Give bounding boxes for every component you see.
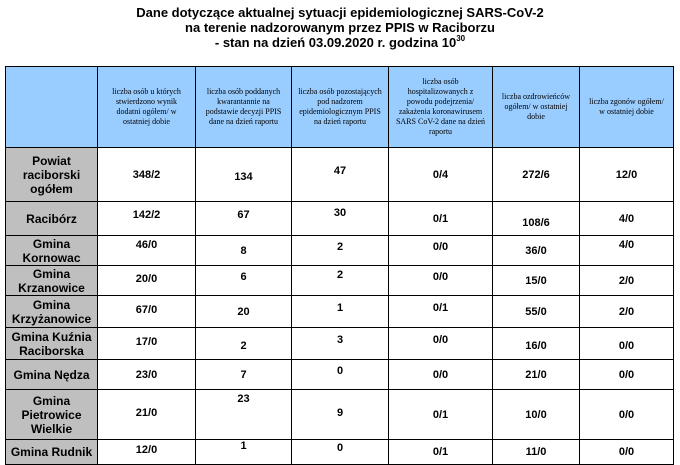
value-text: 272/6 <box>522 168 550 181</box>
value-cell <box>98 148 196 202</box>
value-cell <box>292 440 389 465</box>
value-text: 134 <box>234 170 253 183</box>
value-text: 21/0 <box>135 406 158 419</box>
value-text: 7 <box>240 368 247 381</box>
value-cell <box>196 236 292 266</box>
value-cell <box>196 360 292 390</box>
value-cell <box>580 148 674 202</box>
value-cell <box>493 440 580 465</box>
value-text: 6 <box>240 270 247 283</box>
value-text: 142/2 <box>132 208 161 221</box>
value-text: 2 <box>336 268 344 281</box>
value-cell <box>196 202 292 236</box>
value-cell <box>98 440 196 465</box>
value-text: 11/0 <box>525 446 547 458</box>
value-cell <box>493 390 580 440</box>
value-cell <box>389 328 493 360</box>
row-label: Gmina Nędza <box>6 360 98 390</box>
value-cell <box>292 296 389 328</box>
value-text: 2 <box>240 339 247 352</box>
value-text: 12/0 <box>615 168 638 181</box>
covid-stats-table <box>5 66 674 465</box>
value-text: 0/0 <box>618 339 635 352</box>
value-cell <box>580 266 674 296</box>
column-header-1: liczba osób u których stwierdzono wynik dodatni ogółem/ w ostatniej dobie <box>98 67 196 148</box>
value-cell <box>389 296 493 328</box>
value-text: 10/0 <box>525 408 547 421</box>
table-header-row <box>6 67 674 148</box>
title-hour-superscript: 30 <box>456 34 466 43</box>
column-header-3: liczba osób pozostających pod nadzorem epidemiologicznym PPIS na dzień raportu <box>292 67 389 148</box>
value-cell <box>580 236 674 266</box>
value-cell <box>389 266 493 296</box>
value-text: 23/0 <box>135 368 158 381</box>
value-text: 108/6 <box>522 216 550 229</box>
value-cell <box>292 236 389 266</box>
value-text: 17/0 <box>135 335 158 348</box>
value-cell <box>292 390 389 440</box>
value-text: 21/0 <box>525 368 547 381</box>
title-line-3 <box>0 35 680 50</box>
value-cell <box>580 202 674 236</box>
value-cell <box>98 266 196 296</box>
table-row <box>6 296 674 328</box>
table-row <box>6 236 674 266</box>
value-cell <box>98 296 196 328</box>
value-cell <box>98 328 196 360</box>
value-text: 1 <box>240 440 247 452</box>
value-text: 0/0 <box>432 368 449 381</box>
value-cell <box>580 360 674 390</box>
value-text: 3 <box>336 333 344 346</box>
value-text: 0/1 <box>432 301 449 314</box>
value-cell <box>196 148 292 202</box>
value-text: 0/0 <box>618 408 635 421</box>
value-text: 9 <box>336 406 344 419</box>
column-header-6: liczba zgonów ogółem/ w ostatniej dobie <box>580 67 674 148</box>
value-cell <box>493 360 580 390</box>
value-text: 55/0 <box>525 305 547 318</box>
value-text: 2 <box>336 240 344 253</box>
value-text: 15/0 <box>525 274 547 287</box>
value-cell <box>389 202 493 236</box>
value-text: 1 <box>336 301 344 314</box>
value-cell <box>493 236 580 266</box>
value-text: 0/0 <box>432 240 449 253</box>
table-row <box>6 440 674 465</box>
value-cell <box>580 390 674 440</box>
value-cell <box>196 266 292 296</box>
value-text: 0/0 <box>618 368 635 381</box>
value-cell <box>493 202 580 236</box>
value-text: 0/0 <box>618 446 635 458</box>
column-header-4: liczba osób hospitalizowanych z powodu podejrzenia/ zakażenia koronawirusem SARS CoV-2 dane na dzień raportu <box>389 67 493 148</box>
value-cell <box>389 148 493 202</box>
table-row <box>6 266 674 296</box>
value-cell <box>493 328 580 360</box>
title-line-2: na terenie nadzorowanym przez PPIS w Raciborzu <box>185 20 495 35</box>
value-cell <box>389 390 493 440</box>
table-row <box>6 390 674 440</box>
value-text: 348/2 <box>132 168 161 181</box>
value-cell <box>196 328 292 360</box>
column-header-5: liczba ozdrowieńców ogółem/ w ostatniej dobie <box>493 67 580 148</box>
page-title <box>0 5 680 50</box>
value-cell <box>389 236 493 266</box>
title-line-3-text: - stan na dzień 03.09.2020 r. godzina 10 <box>214 35 457 50</box>
value-text: 0/0 <box>432 270 449 283</box>
value-cell <box>98 202 196 236</box>
value-text: 46/0 <box>135 238 158 251</box>
value-cell <box>196 296 292 328</box>
value-cell <box>493 148 580 202</box>
table-row <box>6 328 674 360</box>
value-text: 0/1 <box>432 408 449 421</box>
value-text: 12/0 <box>135 444 158 456</box>
value-text: 47 <box>333 164 347 177</box>
value-cell <box>580 440 674 465</box>
value-cell <box>580 296 674 328</box>
value-text: 0 <box>336 442 344 454</box>
value-cell <box>196 440 292 465</box>
value-cell <box>292 328 389 360</box>
value-cell <box>292 360 389 390</box>
value-text: 2/0 <box>618 305 635 318</box>
table-row <box>6 360 674 390</box>
value-cell <box>98 236 196 266</box>
value-text: 36/0 <box>525 244 547 257</box>
value-text: 4/0 <box>618 238 635 251</box>
row-label: Racibórz <box>6 202 98 236</box>
value-text: 67/0 <box>135 303 158 316</box>
row-label: Gmina Kornowac <box>6 236 98 266</box>
value-text: 0/1 <box>432 212 449 225</box>
value-text: 16/0 <box>525 339 547 352</box>
value-text: 30 <box>333 206 347 219</box>
column-header-2: liczba osób poddanych kwarantannie na podstawie decyzji PPIS dane na dzień raportu <box>196 67 292 148</box>
value-text: 8 <box>240 244 247 257</box>
row-label: Gmina Kuźnia Raciborska <box>6 328 98 360</box>
row-label: Gmina Krzanowice <box>6 266 98 296</box>
value-text: 4/0 <box>618 212 635 225</box>
value-cell <box>196 390 292 440</box>
value-text: 23 <box>237 392 250 405</box>
row-label: Gmina Rudnik <box>6 440 98 465</box>
value-cell <box>98 360 196 390</box>
value-text: 0 <box>336 364 344 377</box>
value-cell <box>493 266 580 296</box>
value-cell <box>292 148 389 202</box>
value-text: 0/1 <box>432 446 449 458</box>
header-corner-cell <box>6 67 98 148</box>
value-cell <box>98 390 196 440</box>
value-cell <box>389 440 493 465</box>
row-label: Gmina Krzyżanowice <box>6 296 98 328</box>
value-cell <box>493 296 580 328</box>
row-label: Gmina Pietrowice Wielkie <box>6 390 98 440</box>
value-cell <box>292 202 389 236</box>
value-text: 20/0 <box>135 272 158 285</box>
value-cell <box>580 328 674 360</box>
row-label: Powiat raciborski ogółem <box>6 148 98 202</box>
value-cell <box>389 360 493 390</box>
value-text: 20 <box>237 305 250 318</box>
title-line-1: Dane dotyczące aktualnej sytuacji epidemiologicznej SARS-CoV-2 <box>136 5 544 20</box>
value-text: 0/0 <box>432 333 449 346</box>
value-text: 2/0 <box>618 274 635 287</box>
value-text: 0/4 <box>432 168 449 181</box>
value-cell <box>292 266 389 296</box>
table-row <box>6 202 674 236</box>
table-row <box>6 148 674 202</box>
value-text: 67 <box>237 208 250 221</box>
